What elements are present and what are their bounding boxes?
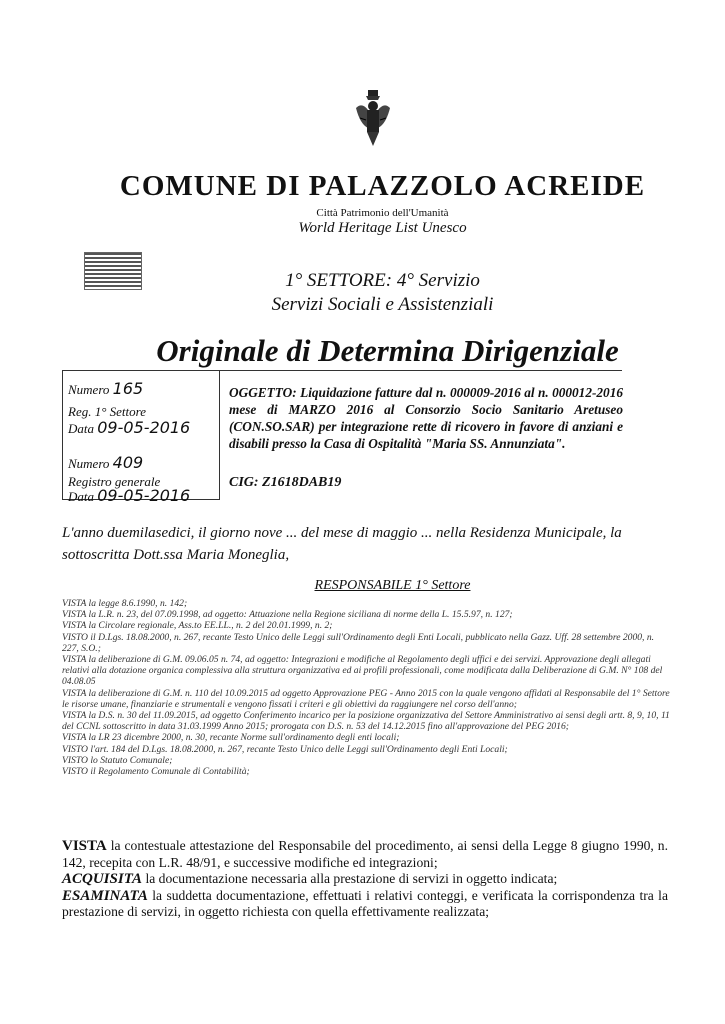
numero2-row [68, 455, 143, 471]
vista-paragraph [62, 838, 668, 871]
numero-label: Numero [68, 382, 110, 397]
vista-item: VISTA la Circolare regionale, Ass.to EE.LL., n. 2 del 20.01.1999, n. 2; [62, 620, 333, 632]
intro-paragraph: L'anno duemilasedici, il giorno nove ... del mese di maggio ... nella Residenza Municipale, la sottoscritta Dott.ssa Maria Moneglia, [62, 525, 622, 563]
data2-row [68, 488, 190, 504]
numero2-value: 409 [112, 453, 144, 472]
vista-item: VISTA la LR 23 dicembre 2000, n. 30, recante Norme sull'ordinamento degli enti locali; [62, 732, 400, 744]
reg-label: Reg. 1° Settore [68, 404, 146, 419]
vista-text: la contestuale attestazione del Responsabile del procedimento, ai sensi della Legge 8 giugno 1990, n. 142, recepita con L.R. 48/91, e successive modifiche ed integrazioni; [62, 838, 668, 870]
data-row [68, 420, 190, 436]
acquisita-paragraph [62, 871, 668, 888]
data-label: Data [68, 421, 94, 436]
vista-item: VISTA la deliberazione di G.M. n. 110 del 10.09.2015 ad oggetto Approvazione PEG - Anno 2015 con la quale vengono affidati al Responsabile del 1° Settore le risorse umane, finanziarie e strumentali e vengono fissati i criteri e gli obiettivi da raggiungere nel corso dell'anno; [62, 687, 670, 710]
document-type-heading: Originale di Determina Dirigenziale [156, 333, 619, 368]
registro-label: Registro generale [68, 474, 161, 489]
vista-item: VISTO il Regolamento Comunale di Contabilità; [62, 766, 250, 778]
numero-value: 165 [112, 379, 144, 398]
acquisita-text: la documentazione necessaria alla prestazione di servizi in oggetto indicata; [145, 871, 558, 886]
data-value: 09-05-2016 [97, 418, 191, 437]
vista-item: VISTA la deliberazione di G.M. 09.06.05 n. 74, ad oggetto: Integrazioni e modifiche al Regolamento degli uffici e dei servizi. Approvazione degli allegati relativi alla dotazione organica complessiva alla struttura organizzativa ed ai profili professionali, come modificata dalla Deliberazione di G.M. N° 108 del 04.08.05 [62, 654, 663, 688]
oggetto-text: OGGETTO: Liquidazione fatture dal n. 000009-2016 al n. 000012-2016 mese di MARZO 2016 al Consorzio Socio Sanitario Aretuseo (CON.SO.SAR) per integrazione rette di ricovero in favore di anziani e disabili presso la Casa di Ospitalità "Maria SS. Annunziata". [229, 385, 623, 451]
vista-item: VISTO il D.Lgs. 18.08.2000, n. 267, recante Testo Unico delle Leggi sull'Ordinamento degli Enti Locali, pubblicato nella Gazz. Uff. 28 settembre 2000, n. 227, S.O.; [62, 631, 655, 654]
services-heading: Servizi Sociali e Assistenziali [271, 294, 494, 315]
heritage-subtitle: Città Patrimonio dell'Umanità [316, 207, 449, 219]
vista-list [62, 598, 672, 777]
vista-item: VISTO l'art. 184 del D.Lgs. 18.08.2000, n. 267, recante Testo Unico delle Leggi sull'Ordinamento degli Enti Locali; [62, 743, 508, 755]
vista-item: VISTA la L.R. n. 23, del 07.09.1998, ad oggetto: Attuazione nella Regione siciliana di norme della L. 15.5.97, n. 127; [62, 609, 513, 621]
vista-keyword: VISTA [62, 838, 107, 854]
esaminata-text: la suddetta documentazione, effettuati i relativi conteggi, e verificata la corrispondenza tra la prestazione di servizi, in oggetto richiesta con quella effettivamente realizzata; [62, 887, 668, 919]
data2-label: Data [68, 489, 94, 504]
main-body [62, 838, 668, 921]
vista-item: VISTA la D.S. n. 30 del 11.09.2015, ad oggetto Conferimento incarico per la posizione organizzativa del Settore Amministrativo ai sensi degli artt. 8, 9, 10, 11 del CCNL sottoscritto in data 31.03.1999 Anno 2015; prorogata con D.S. n. 53 del 14.12.2015 fino all'approvazione del PEG 2016; [62, 710, 670, 733]
municipality-title: COMUNE DI PALAZZOLO ACREIDE [119, 170, 646, 202]
vista-item: VISTA la legge 8.6.1990, n. 142; [62, 598, 188, 609]
esaminata-paragraph [62, 888, 668, 921]
unesco-subtitle: World Heritage List Unesco [298, 220, 467, 236]
numero-row [68, 381, 143, 397]
acquisita-keyword: ACQUISITA [62, 871, 143, 887]
municipal-crest-icon [352, 88, 394, 150]
cig-code: CIG: Z1618DAB19 [229, 475, 342, 490]
esaminata-keyword: ESAMINATA [62, 887, 148, 904]
sector-heading: 1° SETTORE: 4° Servizio [285, 270, 480, 291]
responsabile-heading: RESPONSABILE 1° Settore [314, 578, 471, 593]
vista-item: VISTO lo Statuto Comunale; [62, 754, 173, 766]
data2-value: 09-05-2016 [97, 486, 191, 505]
numero2-label: Numero [68, 456, 110, 471]
